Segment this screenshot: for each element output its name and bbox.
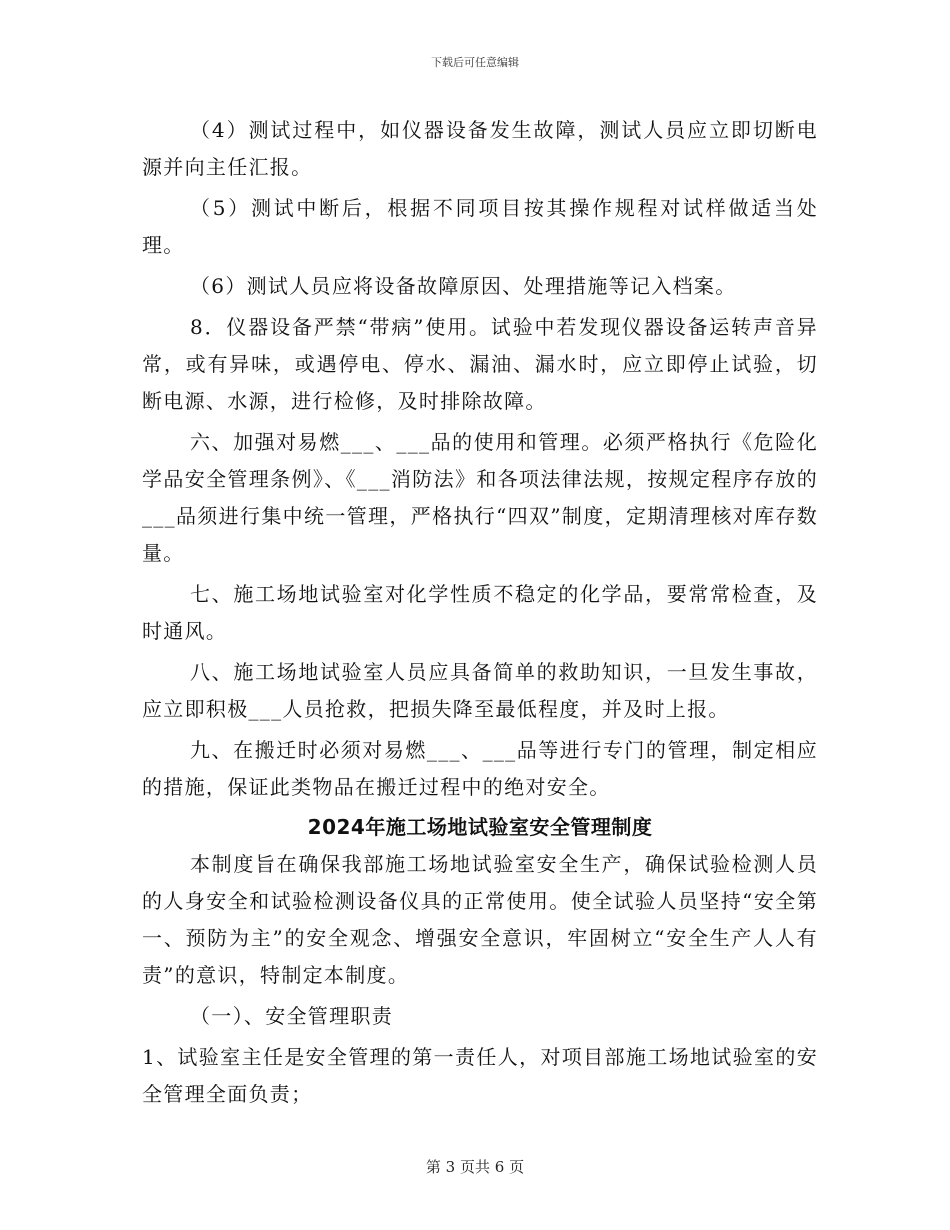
paragraph-4: （4）测试过程中，如仪器设备发生故障，测试人员应立即切断电源并向主任汇报。	[142, 118, 818, 179]
paragraph-section-8: 八、施工场地试验室人员应具备简单的救助知识，一旦发生事故，应立即积极___人员抢救，把损失降至最低程度，并及时上报。	[142, 660, 818, 721]
paragraph-item-8: 8．仪器设备严禁“带病”使用。试验中若发现仪器设备运转声音异常，或有异味，或遇停电、停水、漏油、漏水时，应立即停止试验，切断电源、水源，进行检修，及时排除故障。	[142, 315, 818, 413]
document-body	[142, 112, 818, 1117]
paragraph-duty-1: 1、试验室主任是安全管理的第一责任人，对项目部施工场地试验室的安全管理全面负责；	[142, 1045, 818, 1106]
section-title: 2024年施工场地试验室安全管理制度	[307, 815, 653, 839]
paragraph-intro: 本制度旨在确保我部施工场地试验室安全生产，确保试验检测人员的人身安全和试验检测设备仪具的正常使用。使全试验人员坚持“安全第一、预防为主”的安全观念、增强安全意识，牢固树立“安全生产人人有责”的意识，特制定本制度。	[142, 852, 818, 987]
paragraph-section-9: 九、在搬迁时必须对易燃___、___品等进行专门的管理，制定相应的措施，保证此类物品在搬迁过程中的绝对安全。	[142, 738, 818, 799]
heading-safety-duties: （一）、安全管理职责	[190, 1004, 393, 1028]
paragraph-5: （5）测试中断后，根据不同项目按其操作规程对试样做适当处理。	[142, 196, 818, 257]
paragraph-section-6: 六、加强对易燃___、___品的使用和管理。必须严格执行《危险化学品安全管理条例》、《___消防法》和各项法律法规，按规定程序存放的___品须进行集中统一管理，严格执行“四双”制度，定期清理核对库存数量。	[142, 430, 818, 565]
page-number: 第 3 页共 6 页	[425, 1158, 525, 1176]
page-header-note: 下载后可任意编辑	[431, 56, 519, 69]
paragraph-6: （6）测试人员应将设备故障原因、处理措施等记入档案。	[190, 274, 737, 298]
paragraph-section-7: 七、施工场地试验室对化学性质不稳定的化学品，要常常检查，及时通风。	[142, 582, 818, 643]
